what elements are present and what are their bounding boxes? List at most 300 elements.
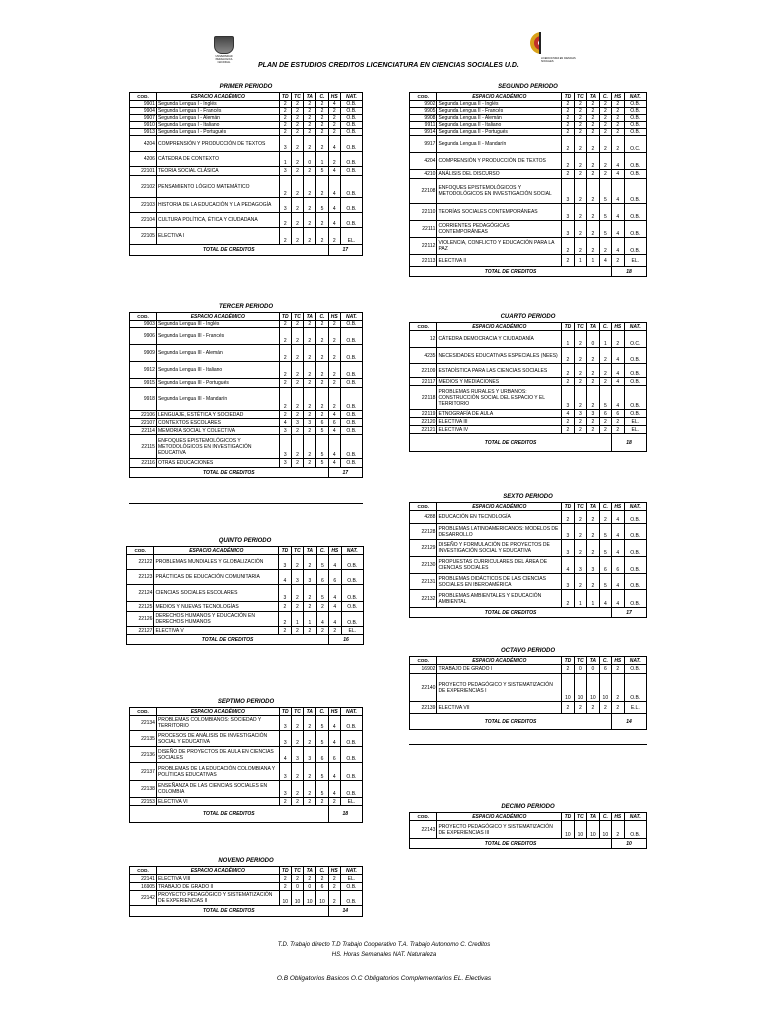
cell-hs: 6 bbox=[612, 410, 624, 418]
cell-nat: O.B. bbox=[340, 198, 362, 213]
cell-hs: 4 bbox=[329, 585, 341, 602]
total-label: TOTAL DE CREDITOS bbox=[410, 608, 612, 618]
table-row bbox=[130, 891, 363, 906]
cell-tc: 1 bbox=[291, 612, 303, 627]
column-header-nat: NAT. bbox=[624, 93, 646, 101]
table-row bbox=[130, 427, 363, 435]
cell-hs: 2 bbox=[328, 108, 340, 115]
cell-tc: 2 bbox=[291, 731, 303, 747]
cell-ta: 2 bbox=[304, 362, 316, 379]
cell-cod: 22128 bbox=[410, 524, 437, 540]
cell-c: 5 bbox=[316, 731, 328, 747]
total-value: 10 bbox=[612, 839, 647, 849]
cell-nat: O.B. bbox=[340, 362, 362, 379]
cell-ta: 10 bbox=[587, 674, 599, 702]
cell-nat: O.B. bbox=[340, 152, 362, 167]
column-header-td: TD bbox=[279, 708, 291, 716]
column-header-tc: TC bbox=[291, 313, 303, 321]
cell-ta: 2 bbox=[304, 716, 316, 731]
cell-c: 4 bbox=[316, 612, 328, 627]
cell-cod: 9911 bbox=[410, 122, 437, 129]
cell-cod: 9909 bbox=[130, 345, 157, 362]
course-table bbox=[129, 707, 363, 823]
cell-ta: 2 bbox=[587, 101, 599, 108]
total-value: 18 bbox=[328, 806, 362, 823]
cell-cod: 22139 bbox=[410, 702, 437, 714]
cell-esp: ELECTIVA II bbox=[437, 255, 562, 267]
cell-ta: 2 bbox=[587, 386, 599, 410]
cell-nat: O.B. bbox=[341, 570, 363, 585]
cell-tc: 2 bbox=[291, 122, 303, 129]
cell-esp: Segunda Lengua II - Inglés bbox=[437, 101, 562, 108]
cell-td: 3 bbox=[562, 179, 574, 204]
course-table bbox=[409, 812, 647, 849]
cell-tc: 0 bbox=[291, 883, 303, 891]
cell-c: 2 bbox=[316, 411, 328, 419]
cell-td: 3 bbox=[562, 204, 574, 221]
table-header-row bbox=[410, 813, 647, 821]
cell-cod: 22111 bbox=[410, 221, 437, 238]
period-segundo bbox=[409, 83, 647, 277]
cell-nat: O.B. bbox=[340, 321, 362, 328]
logo-right-caption: LICENCIATURA EN CIENCIAS SOCIALES bbox=[541, 57, 576, 63]
cell-cod: 22153 bbox=[130, 798, 157, 806]
cell-esp: Segunda Lengua II - Italiano bbox=[437, 122, 562, 129]
cell-esp: Segunda Lengua II - Francés bbox=[437, 108, 562, 115]
cell-hs: 2 bbox=[612, 426, 624, 434]
cell-c: 2 bbox=[599, 115, 611, 122]
cell-cod: 22116 bbox=[130, 459, 157, 468]
total-row bbox=[410, 434, 647, 452]
cell-td: 3 bbox=[562, 574, 574, 590]
total-label: TOTAL DE CREDITOS bbox=[130, 245, 329, 256]
cell-hs: 2 bbox=[612, 821, 624, 839]
cell-cod: 9914 bbox=[410, 129, 437, 136]
cell-td: 2 bbox=[562, 665, 574, 674]
column-header-ta: TA bbox=[304, 867, 316, 875]
column-header-c: C. bbox=[316, 867, 328, 875]
cell-nat: EL. bbox=[340, 875, 362, 883]
cell-hs: 4 bbox=[328, 716, 340, 731]
cell-esp: Segunda Lengua III - Francés bbox=[156, 328, 279, 345]
table-row bbox=[410, 665, 647, 674]
cell-hs: 4 bbox=[328, 176, 340, 198]
table-row bbox=[410, 410, 647, 418]
table-row bbox=[410, 221, 647, 238]
column-header-tc: TC bbox=[574, 93, 586, 101]
cell-c: 2 bbox=[599, 378, 611, 386]
cell-tc: 2 bbox=[574, 108, 586, 115]
cell-tc: 2 bbox=[574, 378, 586, 386]
cell-ta: 2 bbox=[587, 702, 599, 714]
table-row bbox=[410, 101, 647, 108]
cell-tc: 2 bbox=[291, 388, 303, 411]
cell-esp: Segunda Lengua III - Mandarín bbox=[156, 388, 279, 411]
cell-tc: 2 bbox=[291, 328, 303, 345]
cell-ta: 2 bbox=[587, 136, 599, 153]
cell-hs: 4 bbox=[328, 763, 340, 781]
cell-td: 2 bbox=[279, 176, 291, 198]
cell-esp: PROBLEMAS DIDÁCTICOS DE LAS CIENCIAS SOCIALES EN IBEROAMÉRICA bbox=[437, 574, 562, 590]
table-row bbox=[410, 348, 647, 364]
cell-td: 2 bbox=[562, 348, 574, 364]
cell-td: 2 bbox=[562, 153, 574, 170]
cell-nat: O.B. bbox=[624, 170, 646, 179]
column-header-cod: COD. bbox=[130, 313, 157, 321]
cell-cod: 9908 bbox=[410, 115, 437, 122]
cell-ta: 2 bbox=[587, 108, 599, 115]
column-header-nat: NAT. bbox=[624, 503, 646, 511]
cell-ta: 2 bbox=[587, 204, 599, 221]
cell-td: 2 bbox=[279, 115, 291, 122]
page-title: PLAN DE ESTUDIOS CREDITOS LICENCIATURA EN CIENCIAS SOCIALES U.D. bbox=[258, 62, 519, 69]
cell-cod: 22140 bbox=[410, 674, 437, 702]
cell-esp: COMPRENSIÓN Y PRODUCCIÓN DE TEXTOS bbox=[156, 136, 279, 152]
cell-nat: O.B. bbox=[624, 378, 646, 386]
cell-td: 2 bbox=[562, 115, 574, 122]
cell-nat: O.B. bbox=[341, 585, 363, 602]
column-header-nat: NAT. bbox=[624, 323, 646, 331]
cell-ta: 2 bbox=[587, 221, 599, 238]
cell-hs: 4 bbox=[329, 602, 341, 612]
column-header-ta: TA bbox=[587, 813, 599, 821]
cell-cod: 22137 bbox=[130, 763, 157, 781]
cell-esp: PROYECTO PEDAGÓGICO Y SISTEMATIZACIÓN DE EXPERIENCIAS I bbox=[437, 674, 562, 702]
cell-esp: ELECTIVA VIII bbox=[156, 875, 279, 883]
cell-tc: 2 bbox=[574, 702, 586, 714]
course-table bbox=[129, 312, 363, 478]
cell-hs: 2 bbox=[612, 122, 624, 129]
table-row bbox=[127, 570, 364, 585]
total-value: 18 bbox=[612, 267, 647, 277]
column-header-c: C. bbox=[599, 323, 611, 331]
cell-nat: O.B. bbox=[624, 574, 646, 590]
column-header-hs: HS bbox=[328, 708, 340, 716]
cell-esp: MEDIOS Y NUEVAS TECNOLOGÍAS bbox=[154, 602, 279, 612]
cell-esp: DISEÑO DE PROYECTOS DE AULA EN CIENCIAS SOCIALES bbox=[156, 747, 279, 763]
table-header-row bbox=[410, 503, 647, 511]
cell-ta: 10 bbox=[304, 891, 316, 906]
cell-td: 4 bbox=[562, 410, 574, 418]
cell-td: 2 bbox=[279, 798, 291, 806]
total-label: TOTAL DE CREDITOS bbox=[410, 714, 612, 730]
cell-td: 2 bbox=[279, 379, 291, 388]
period-title: TERCER PERIODO bbox=[218, 304, 273, 310]
cell-td: 2 bbox=[279, 362, 291, 379]
column-header-ta: TA bbox=[587, 323, 599, 331]
cell-c: 2 bbox=[599, 702, 611, 714]
cell-esp: PROYECTO PEDAGÓGICO Y SISTEMATIZACIÓN DE EXPERIENCIAS III bbox=[437, 821, 562, 839]
university-seal-icon bbox=[214, 36, 234, 54]
cell-esp: ESTADÍSTICA PARA LAS CIENCIAS SOCIALES bbox=[437, 364, 562, 378]
cell-hs: 2 bbox=[612, 115, 624, 122]
cell-tc: 2 bbox=[574, 204, 586, 221]
cell-td: 2 bbox=[279, 411, 291, 419]
cell-hs: 2 bbox=[328, 129, 340, 136]
cell-esp: PROBLEMAS MUNDIALES Y GLOBALIZACIÓN bbox=[154, 555, 279, 570]
cell-td: 2 bbox=[279, 108, 291, 115]
cell-esp: CULTURA POLÍTICA, ÉTICA Y CIUDADANA bbox=[156, 213, 279, 228]
cell-c: 2 bbox=[316, 101, 328, 108]
cell-nat: O.B. bbox=[624, 204, 646, 221]
cell-hs: 4 bbox=[328, 781, 340, 798]
cell-c: 2 bbox=[599, 426, 611, 434]
cell-nat: O.B. bbox=[624, 665, 646, 674]
table-row bbox=[130, 459, 363, 468]
cell-td: 2 bbox=[562, 364, 574, 378]
cell-hs: 4 bbox=[612, 170, 624, 179]
cell-tc: 2 bbox=[291, 362, 303, 379]
total-value: 18 bbox=[612, 434, 647, 452]
table-header-row bbox=[127, 547, 364, 555]
cell-nat: O.B. bbox=[340, 419, 362, 427]
cell-nat: O.B. bbox=[624, 221, 646, 238]
cell-nat: O.B. bbox=[340, 108, 362, 115]
cell-cod: 9917 bbox=[410, 136, 437, 153]
column-header-td: TD bbox=[562, 813, 574, 821]
column-header-hs: HS bbox=[329, 547, 341, 555]
cell-esp: PROPUESTAS CURRICULARES DEL ÁREA DE CIENCIAS SOCIALES bbox=[437, 557, 562, 574]
period-tercer bbox=[129, 303, 363, 478]
column-header-cod: COD. bbox=[410, 503, 437, 511]
cell-esp: PROYECTO PEDAGÓGICO Y SISTEMATIZACIÓN DE EXPERIENCIAS II bbox=[156, 891, 279, 906]
cell-nat: O.B. bbox=[340, 388, 362, 411]
cell-tc: 2 bbox=[291, 228, 303, 245]
cell-c: 6 bbox=[316, 419, 328, 427]
cell-c: 5 bbox=[599, 524, 611, 540]
column-header-esp: ESPACIO ACADÉMICO bbox=[437, 813, 562, 821]
cell-c: 2 bbox=[316, 627, 328, 635]
cell-hs: 2 bbox=[328, 321, 340, 328]
cell-td: 3 bbox=[562, 386, 574, 410]
cell-td: 2 bbox=[279, 228, 291, 245]
column-header-cod: COD. bbox=[127, 547, 154, 555]
cell-ta: 1 bbox=[587, 590, 599, 608]
period-cuarto bbox=[409, 313, 647, 452]
cell-td: 2 bbox=[279, 122, 291, 129]
cell-hs: 4 bbox=[612, 221, 624, 238]
cell-ta: 2 bbox=[304, 115, 316, 122]
cell-td: 3 bbox=[279, 136, 291, 152]
column-header-td: TD bbox=[562, 93, 574, 101]
cell-nat: O.B. bbox=[340, 101, 362, 108]
cell-c: 2 bbox=[316, 228, 328, 245]
cell-td: 3 bbox=[279, 731, 291, 747]
cell-td: 2 bbox=[562, 378, 574, 386]
separator-rule bbox=[129, 503, 363, 504]
cell-esp: ENFOQUES EPISTEMOLÓGICOS Y METODOLÓGICOS EN INVESTIGACIÓN EDUCATIVA bbox=[156, 435, 279, 459]
cell-cod: 22123 bbox=[127, 570, 154, 585]
cell-td: 3 bbox=[279, 716, 291, 731]
cell-c: 4 bbox=[599, 590, 611, 608]
cell-cod: 22117 bbox=[410, 378, 437, 386]
cell-c: 2 bbox=[599, 170, 611, 179]
cell-td: 2 bbox=[562, 255, 574, 267]
cell-hs: 2 bbox=[328, 883, 340, 891]
cell-cod: 9912 bbox=[130, 362, 157, 379]
column-header-c: C. bbox=[599, 93, 611, 101]
cell-hs: 4 bbox=[612, 238, 624, 255]
cell-esp: ELECTIVA VI bbox=[156, 798, 279, 806]
cell-cod: 9901 bbox=[130, 101, 157, 108]
cell-cod: 9904 bbox=[130, 108, 157, 115]
table-row bbox=[130, 379, 363, 388]
cell-c: 2 bbox=[599, 418, 611, 426]
cell-td: 1 bbox=[562, 331, 574, 348]
cell-esp: Segunda Lengua II - Portugués bbox=[437, 129, 562, 136]
cell-td: 4 bbox=[279, 570, 291, 585]
cell-c: 2 bbox=[316, 362, 328, 379]
cell-td: 2 bbox=[562, 136, 574, 153]
table-row bbox=[127, 585, 364, 602]
cell-esp: DERECHOS HUMANOS Y EDUCACIÓN EN DERECHOS HUMANOS bbox=[154, 612, 279, 627]
cell-ta: 2 bbox=[304, 122, 316, 129]
separator-rule bbox=[409, 744, 647, 745]
cell-nat: O.B. bbox=[624, 540, 646, 557]
cell-nat: O.B. bbox=[340, 136, 362, 152]
table-row bbox=[130, 883, 363, 891]
course-table bbox=[409, 322, 647, 452]
cell-td: 2 bbox=[279, 345, 291, 362]
cell-esp: Segunda Lengua II - Alemán bbox=[437, 115, 562, 122]
cell-ta: 1 bbox=[304, 612, 316, 627]
cell-td: 2 bbox=[279, 213, 291, 228]
cell-tc: 2 bbox=[574, 348, 586, 364]
cell-cod: 22125 bbox=[127, 602, 154, 612]
cell-ta: 3 bbox=[587, 557, 599, 574]
table-row bbox=[130, 129, 363, 136]
cell-esp: CORRIENTES PEDAGÓGICAS CONTEMPORÁNEAS bbox=[437, 221, 562, 238]
column-header-ta: TA bbox=[304, 93, 316, 101]
cell-ta: 2 bbox=[304, 108, 316, 115]
table-row bbox=[130, 435, 363, 459]
cell-nat: O.B. bbox=[340, 176, 362, 198]
cell-c: 6 bbox=[599, 665, 611, 674]
cell-td: 2 bbox=[279, 321, 291, 328]
cell-esp: COMPRENSIÓN Y PRODUCCIÓN DE TEXTOS bbox=[437, 153, 562, 170]
cell-nat: O.B. bbox=[624, 153, 646, 170]
cell-esp: MEMORIA SOCIAL Y COLECTIVA bbox=[156, 427, 279, 435]
cell-td: 1 bbox=[279, 152, 291, 167]
cell-c: 2 bbox=[599, 511, 611, 524]
cell-tc: 2 bbox=[574, 511, 586, 524]
cell-nat: O.B. bbox=[340, 379, 362, 388]
table-row bbox=[130, 176, 363, 198]
cell-c: 2 bbox=[599, 108, 611, 115]
cell-tc: 2 bbox=[291, 176, 303, 198]
total-value: 17 bbox=[612, 608, 647, 618]
cell-hs: 6 bbox=[328, 419, 340, 427]
table-row bbox=[127, 555, 364, 570]
cell-cod: 9903 bbox=[130, 321, 157, 328]
cell-td: 2 bbox=[279, 612, 291, 627]
cell-esp: NECESIDADES EDUCATIVAS ESPECIALES (NEES) bbox=[437, 348, 562, 364]
column-header-ta: TA bbox=[304, 708, 316, 716]
cell-tc: 2 bbox=[291, 555, 303, 570]
column-header-td: TD bbox=[279, 313, 291, 321]
cell-tc: 2 bbox=[291, 345, 303, 362]
cell-tc: 2 bbox=[574, 170, 586, 179]
table-row bbox=[130, 747, 363, 763]
cell-ta: 1 bbox=[587, 255, 599, 267]
cell-c: 5 bbox=[599, 179, 611, 204]
cell-ta: 2 bbox=[587, 524, 599, 540]
course-table bbox=[409, 656, 647, 730]
table-row bbox=[130, 362, 363, 379]
table-row bbox=[130, 716, 363, 731]
cell-cod: 22118 bbox=[410, 386, 437, 410]
cell-tc: 3 bbox=[291, 570, 303, 585]
cell-c: 10 bbox=[599, 821, 611, 839]
total-label: TOTAL DE CREDITOS bbox=[130, 806, 329, 823]
column-header-c: C. bbox=[599, 657, 611, 665]
cell-c: 5 bbox=[316, 459, 328, 468]
column-header-nat: NAT. bbox=[624, 657, 646, 665]
cell-hs: 2 bbox=[328, 328, 340, 345]
period-title: SEXTO PERIODO bbox=[503, 494, 553, 500]
cell-cod: 22114 bbox=[130, 427, 157, 435]
period-title: CUARTO PERIODO bbox=[500, 314, 556, 320]
cell-esp: TRABAJO DE GRADO I bbox=[437, 665, 562, 674]
cell-c: 5 bbox=[316, 555, 328, 570]
cell-hs: 2 bbox=[612, 101, 624, 108]
cell-nat: O.B. bbox=[341, 612, 363, 627]
course-table bbox=[409, 92, 647, 277]
cell-nat: O.C. bbox=[624, 331, 646, 348]
cell-c: 5 bbox=[316, 763, 328, 781]
cell-cod: 22126 bbox=[127, 612, 154, 627]
cell-td: 10 bbox=[279, 891, 291, 906]
cell-hs: 4 bbox=[328, 411, 340, 419]
cell-hs: 4 bbox=[612, 153, 624, 170]
cell-cod: 22102 bbox=[130, 176, 157, 198]
cell-c: 2 bbox=[599, 101, 611, 108]
column-header-esp: ESPACIO ACADÉMICO bbox=[156, 708, 279, 716]
column-header-cod: COD. bbox=[410, 93, 437, 101]
column-header-cod: COD. bbox=[130, 708, 157, 716]
cell-c: 2 bbox=[316, 122, 328, 129]
cell-nat: O.B. bbox=[340, 115, 362, 122]
cell-nat: O.B. bbox=[340, 891, 362, 906]
total-label: TOTAL DE CREDITOS bbox=[410, 267, 612, 277]
period-septimo bbox=[129, 698, 363, 823]
cell-ta: 2 bbox=[587, 179, 599, 204]
column-header-tc: TC bbox=[291, 867, 303, 875]
cell-td: 3 bbox=[279, 585, 291, 602]
total-label: TOTAL DE CREDITOS bbox=[127, 635, 329, 645]
cell-ta: 2 bbox=[304, 731, 316, 747]
cell-c: 2 bbox=[599, 238, 611, 255]
cell-nat: EL. bbox=[341, 627, 363, 635]
cell-nat: O.B. bbox=[624, 524, 646, 540]
column-header-c: C. bbox=[316, 313, 328, 321]
table-row bbox=[410, 238, 647, 255]
cell-cod: 22136 bbox=[130, 747, 157, 763]
cell-tc: 1 bbox=[574, 255, 586, 267]
cell-tc: 2 bbox=[291, 321, 303, 328]
cell-ta: 0 bbox=[304, 883, 316, 891]
cell-hs: 2 bbox=[612, 331, 624, 348]
cell-ta: 2 bbox=[304, 213, 316, 228]
cell-td: 3 bbox=[279, 435, 291, 459]
column-header-td: TD bbox=[279, 93, 291, 101]
cell-tc: 2 bbox=[574, 540, 586, 557]
cell-esp: PRÁCTICAS DE EDUCACIÓN COMUNITARIA bbox=[154, 570, 279, 585]
cell-esp: ELECTIVA V bbox=[154, 627, 279, 635]
cell-td: 2 bbox=[562, 108, 574, 115]
table-row bbox=[410, 129, 647, 136]
period-sexto bbox=[409, 493, 647, 618]
